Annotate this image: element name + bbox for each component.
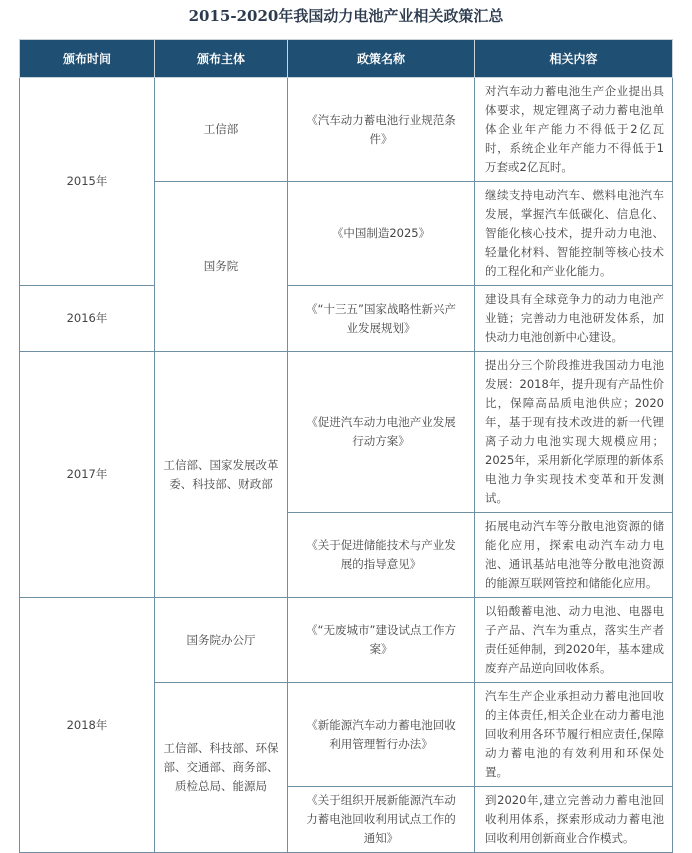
policy-name-cell: 《关于促进储能技术与产业发展的指导意见》 <box>288 513 475 598</box>
page-title: 2015-2020年我国动力电池产业相关政策汇总 <box>188 7 504 25</box>
content-cell: 提出分三个阶段推进我国动力电池发展：2018年，提升现有产品性价比，保障高品质电池供应；2020年，基于现有技术改进的新一代锂离子动力电池实现大规模应用；2025年，采用新化学原理的新体系电池力争实现技术变革和开发测试。 <box>475 352 673 513</box>
header-issuer: 颁布主体 <box>155 40 288 78</box>
table-row <box>20 352 673 513</box>
table-header-row <box>20 40 673 78</box>
year-cell: 2017年 <box>20 352 155 598</box>
policy-name-cell: 《“无废城市”建设试点工作方案》 <box>288 598 475 683</box>
issuer-cell: 国务院 <box>155 182 288 352</box>
year-cell: 2015年 <box>20 78 155 286</box>
policy-table <box>19 39 673 853</box>
policy-name-cell: 《中国制造2025》 <box>288 182 475 286</box>
content-cell: 建设具有全球竞争力的动力电池产业链；完善动力电池研发体系，加快动力电池创新中心建设。 <box>475 286 673 352</box>
content-cell: 继续支持电动汽车、燃料电池汽车发展，掌握汽车低碳化、信息化、智能化核心技术，提升动力电池、轻量化材料、智能控制等核心技术的工程化和产业化能力。 <box>475 182 673 286</box>
issuer-cell: 工信部、国家发展改革委、科技部、财政部 <box>155 352 288 598</box>
table-row <box>20 598 673 683</box>
issuer-cell: 工信部、科技部、环保部、交通部、商务部、质检总局、能源局 <box>155 683 288 853</box>
content-cell: 以铅酸蓄电池、动力电池、电器电子产品、汽车为重点，落实生产者责任延伸制，到2020年，基本建成废弃产品逆向回收体系。 <box>475 598 673 683</box>
issuer-cell: 工信部 <box>155 78 288 182</box>
table-row <box>20 78 673 182</box>
policy-name-cell: 《“十三五”国家战略性新兴产业发展规划》 <box>288 286 475 352</box>
year-cell: 2016年 <box>20 286 155 352</box>
header-content: 相关内容 <box>475 40 673 78</box>
year-cell: 2018年 <box>20 598 155 853</box>
issuer-cell: 国务院办公厅 <box>155 598 288 683</box>
content-cell: 汽车生产企业承担动力蓄电池回收的主体责任,相关企业在动力蓄电池回收利用各环节履行相应责任,保障动力蓄电池的有效利用和环保处置。 <box>475 683 673 787</box>
header-issue-date: 颁布时间 <box>20 40 155 78</box>
policy-name-cell: 《新能源汽车动力蓄电池回收利用管理暂行办法》 <box>288 683 475 787</box>
header-policy-name: 政策名称 <box>288 40 475 78</box>
policy-name-cell: 《促进汽车动力电池产业发展行动方案》 <box>288 352 475 513</box>
policy-name-cell: 《汽车动力蓄电池行业规范条件》 <box>288 78 475 182</box>
content-cell: 对汽车动力蓄电池生产企业提出具体要求，规定锂离子动力蓄电池单体企业年产能力不得低于2亿瓦时，系统企业年产能力不得低于1万套或2亿瓦时。 <box>475 78 673 182</box>
table-row <box>20 286 673 352</box>
content-cell: 到2020年,建立完善动力蓄电池回收利用体系，探索形成动力蓄电池回收利用创新商业合作模式。 <box>475 787 673 853</box>
policy-name-cell: 《关于组织开展新能源汽车动力蓄电池回收利用试点工作的通知》 <box>288 787 475 853</box>
content-cell: 拓展电动汽车等分散电池资源的储能化应用，探索电动汽车动力电池、通讯基站电池等分散电池资源的能源互联网管控和储能化应用。 <box>475 513 673 598</box>
